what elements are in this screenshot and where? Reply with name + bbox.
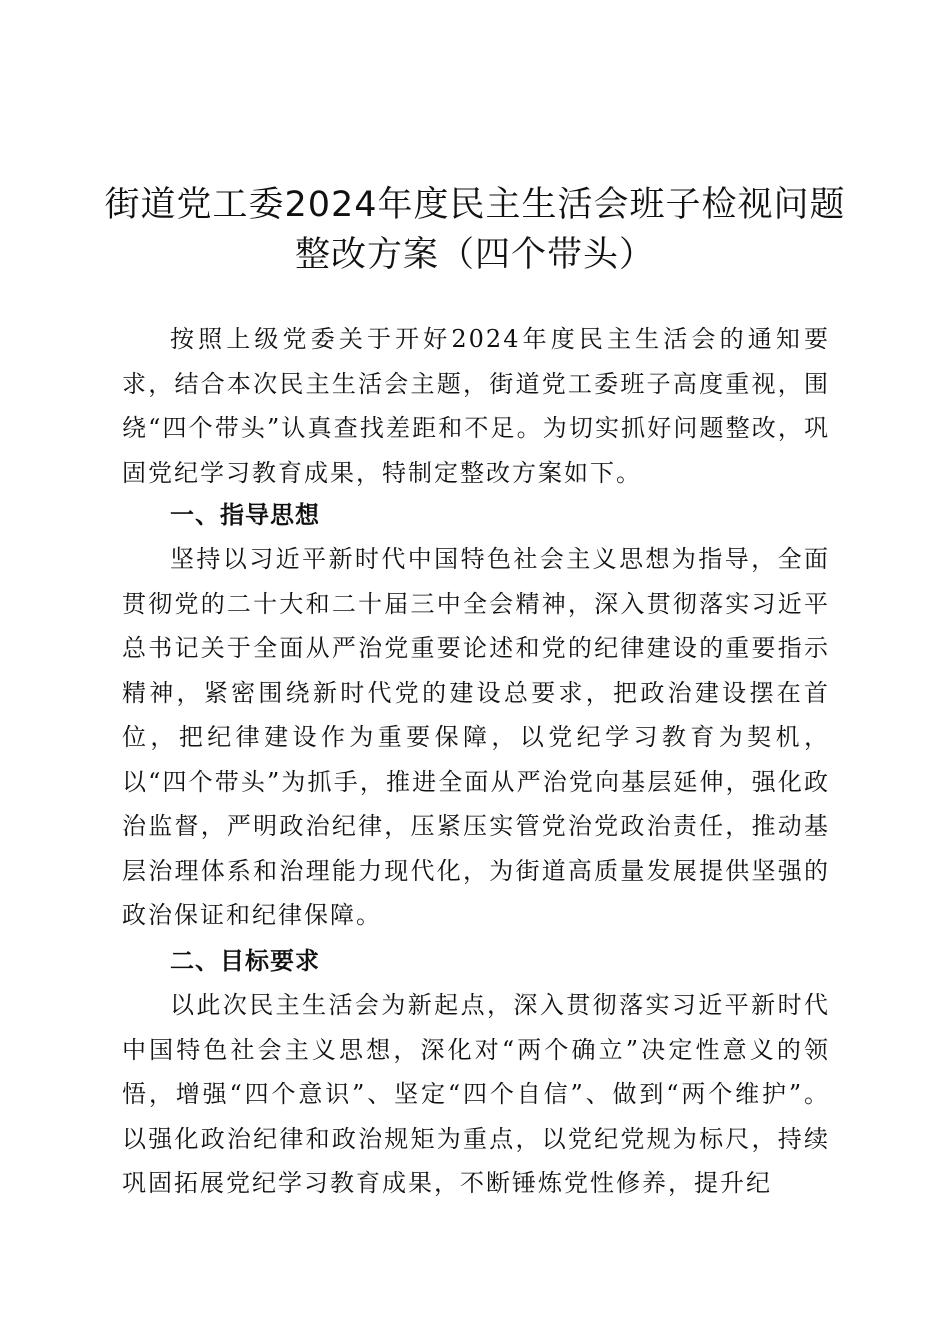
section-paragraph-guiding-ideology: 坚持以习近平新时代中国特色社会主义思想为指导，全面贯彻党的二十大和二十届三中全会精神，深入贯彻落实习近平总书记关于全面从严治党重要论述和党的纪律建设的重要指示精神，紧密围绕新时代党的建设总要求，把政治建设摆在首位，把纪律建设作为重要保障，以党纪学习教育为契机，以“四个带头”为抓手，推进全面从严治党向基层延伸，强化政治监督，严明政治纪律，压紧压实管党治党政治责任，推动基层治理体系和治理能力现代化，为街道高质量发展提供坚强的政治保证和纪律保障。 [122,545,830,929]
intro-paragraph: 按照上级党委关于开好2024年度民主生活会的通知要求，结合本次民主生活会主题，街道党工委班子高度重视，围绕“四个带头”认真查找差距和不足。为切实抓好问题整改，巩固党纪学习教育成果，特制定整改方案如下。 [122,325,830,487]
section-paragraph-objectives: 以此次民主生活会为新起点，深入贯彻落实习近平新时代中国特色社会主义思想，深化对“两个确立”决定性意义的领悟，增强“四个意识”、坚定“四个自信”、做到“两个维护”。以强化政治纪律和政治规矩为重点，以党纪党规为标尺，持续巩固拓展党纪学习教育成果，不断锤炼党性修养，提升纪 [122,991,830,1197]
section-heading-objectives: 二、目标要求 [170,947,320,975]
section-heading-guiding-ideology: 一、指导思想 [170,501,320,529]
document-title: 街道党工委2024年度民主生活会班子检视问题整改方案（四个带头） [104,185,846,275]
